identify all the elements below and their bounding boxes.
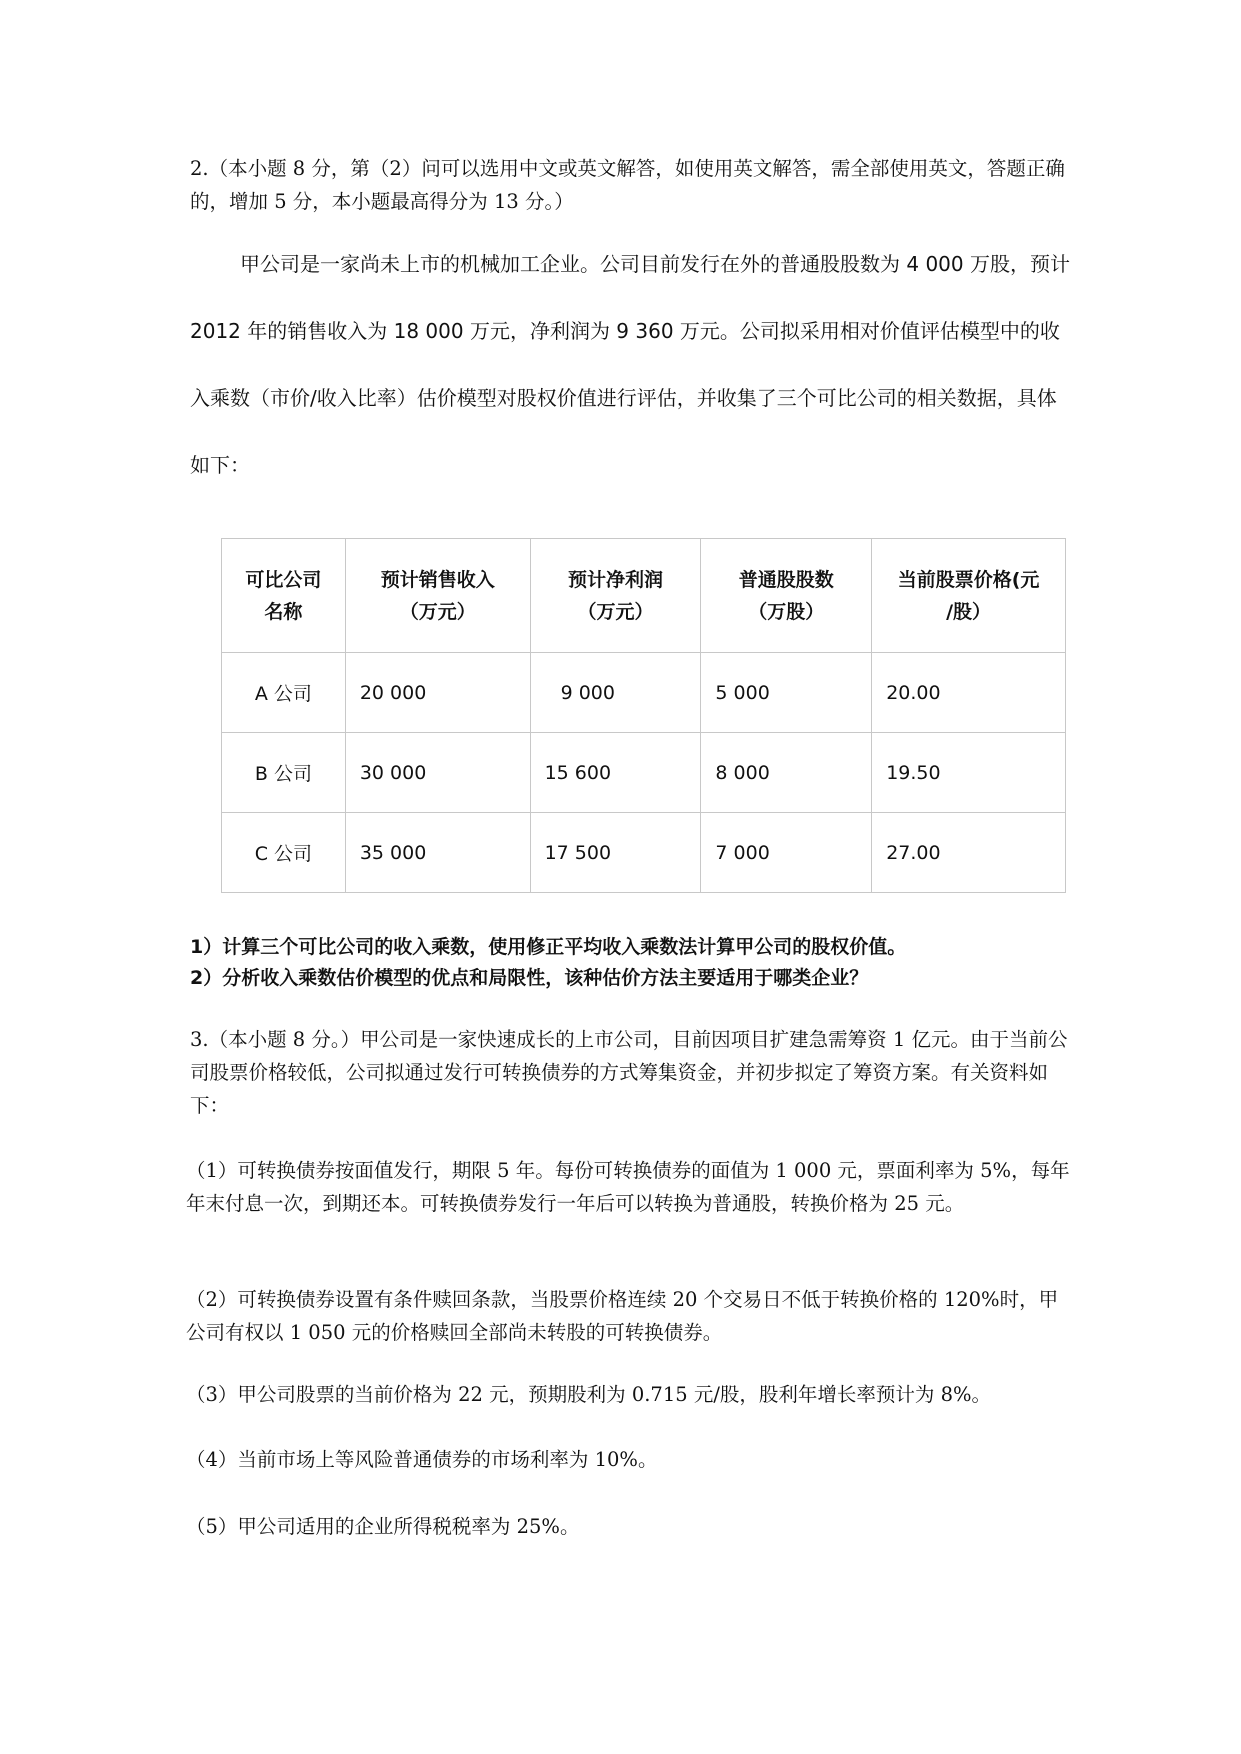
table-header-row — [222, 539, 1066, 653]
header-projected-sales: 预计销售收入 （万元） — [345, 539, 530, 653]
price-cell: 19.50 — [872, 733, 1066, 813]
table-row — [222, 653, 1066, 733]
question-3-item-5: （5）甲公司适用的企业所得税税率为 25%。 — [186, 1515, 580, 1538]
subquestion-2: 2）分析收入乘数估价模型的优点和局限性，该种估价方法主要适用于哪类企业？ — [190, 967, 869, 989]
company-name-cell: B 公司 — [222, 733, 346, 813]
net-profit-cell: 9 000 — [530, 653, 701, 733]
question-2-intro: 2.（本小题 8 分，第（2）问可以选用中文或英文解答，如使用英文解答，需全部使用英文，答题正确的，增加 5 分，本小题最高得分为 13 分。） — [190, 157, 1065, 213]
comparable-companies-table-wrapper — [221, 538, 1066, 893]
sales-cell: 20 000 — [345, 653, 530, 733]
question-2-paragraph: 甲公司是一家尚未上市的机械加工企业。公司目前发行在外的普通股股数为 4 000 万股，预计 2012 年的销售收入为 18 000 万元，净利润为 9 360 万元。公司拟采用相对价值评估模型中的收入乘数（市价/收入比率）估价模型对股权价值进行评估，并收集了三个可比公司的相关数据，具体如下： — [190, 252, 1070, 477]
shares-cell: 7 000 — [701, 813, 872, 893]
header-stock-price: 当前股票价格(元 /股） — [872, 539, 1066, 653]
question-2-subquestions — [190, 932, 1070, 994]
table-row — [222, 813, 1066, 893]
company-name-cell: A 公司 — [222, 653, 346, 733]
subquestion-1: 1）计算三个可比公司的收入乘数，使用修正平均收入乘数法计算甲公司的股权价值。 — [190, 936, 907, 958]
header-projected-net-profit: 预计净利润 （万元） — [530, 539, 701, 653]
comparable-companies-table — [221, 538, 1066, 893]
table-row — [222, 733, 1066, 813]
shares-cell: 5 000 — [701, 653, 872, 733]
question-3-item-2: （2）可转换债券设置有条件赎回条款，当股票价格连续 20 个交易日不低于转换价格的 120%时，甲公司有权以 1 050 元的价格赎回全部尚未转股的可转换债券。 — [186, 1288, 1059, 1344]
header-common-shares: 普通股股数 （万股） — [701, 539, 872, 653]
sales-cell: 30 000 — [345, 733, 530, 813]
sales-cell: 35 000 — [345, 813, 530, 893]
price-cell: 20.00 — [872, 653, 1066, 733]
question-3-item-3: （3）甲公司股票的当前价格为 22 元，预期股利为 0.715 元/股，股利年增长率预计为 8%。 — [186, 1383, 992, 1406]
question-3-intro: 3.（本小题 8 分。）甲公司是一家快速成长的上市公司，目前因项目扩建急需筹资 1 亿元。由于当前公司股票价格较低，公司拟通过发行可转换债券的方式筹集资金，并初步拟定了筹资方案。有关资料如下： — [190, 1028, 1068, 1117]
company-name-cell: C 公司 — [222, 813, 346, 893]
header-company-name: 可比公司 名称 — [222, 539, 346, 653]
question-3-item-4: （4）当前市场上等风险普通债券的市场利率为 10%。 — [186, 1448, 658, 1471]
shares-cell: 8 000 — [701, 733, 872, 813]
net-profit-cell: 17 500 — [530, 813, 701, 893]
price-cell: 27.00 — [872, 813, 1066, 893]
net-profit-cell: 15 600 — [530, 733, 701, 813]
question-3-item-1: （1）可转换债券按面值发行，期限 5 年。每份可转换债券的面值为 1 000 元，票面利率为 5%，每年年末付息一次，到期还本。可转换债券发行一年后可以转换为普通股，转换价格为 25 元。 — [186, 1159, 1070, 1215]
